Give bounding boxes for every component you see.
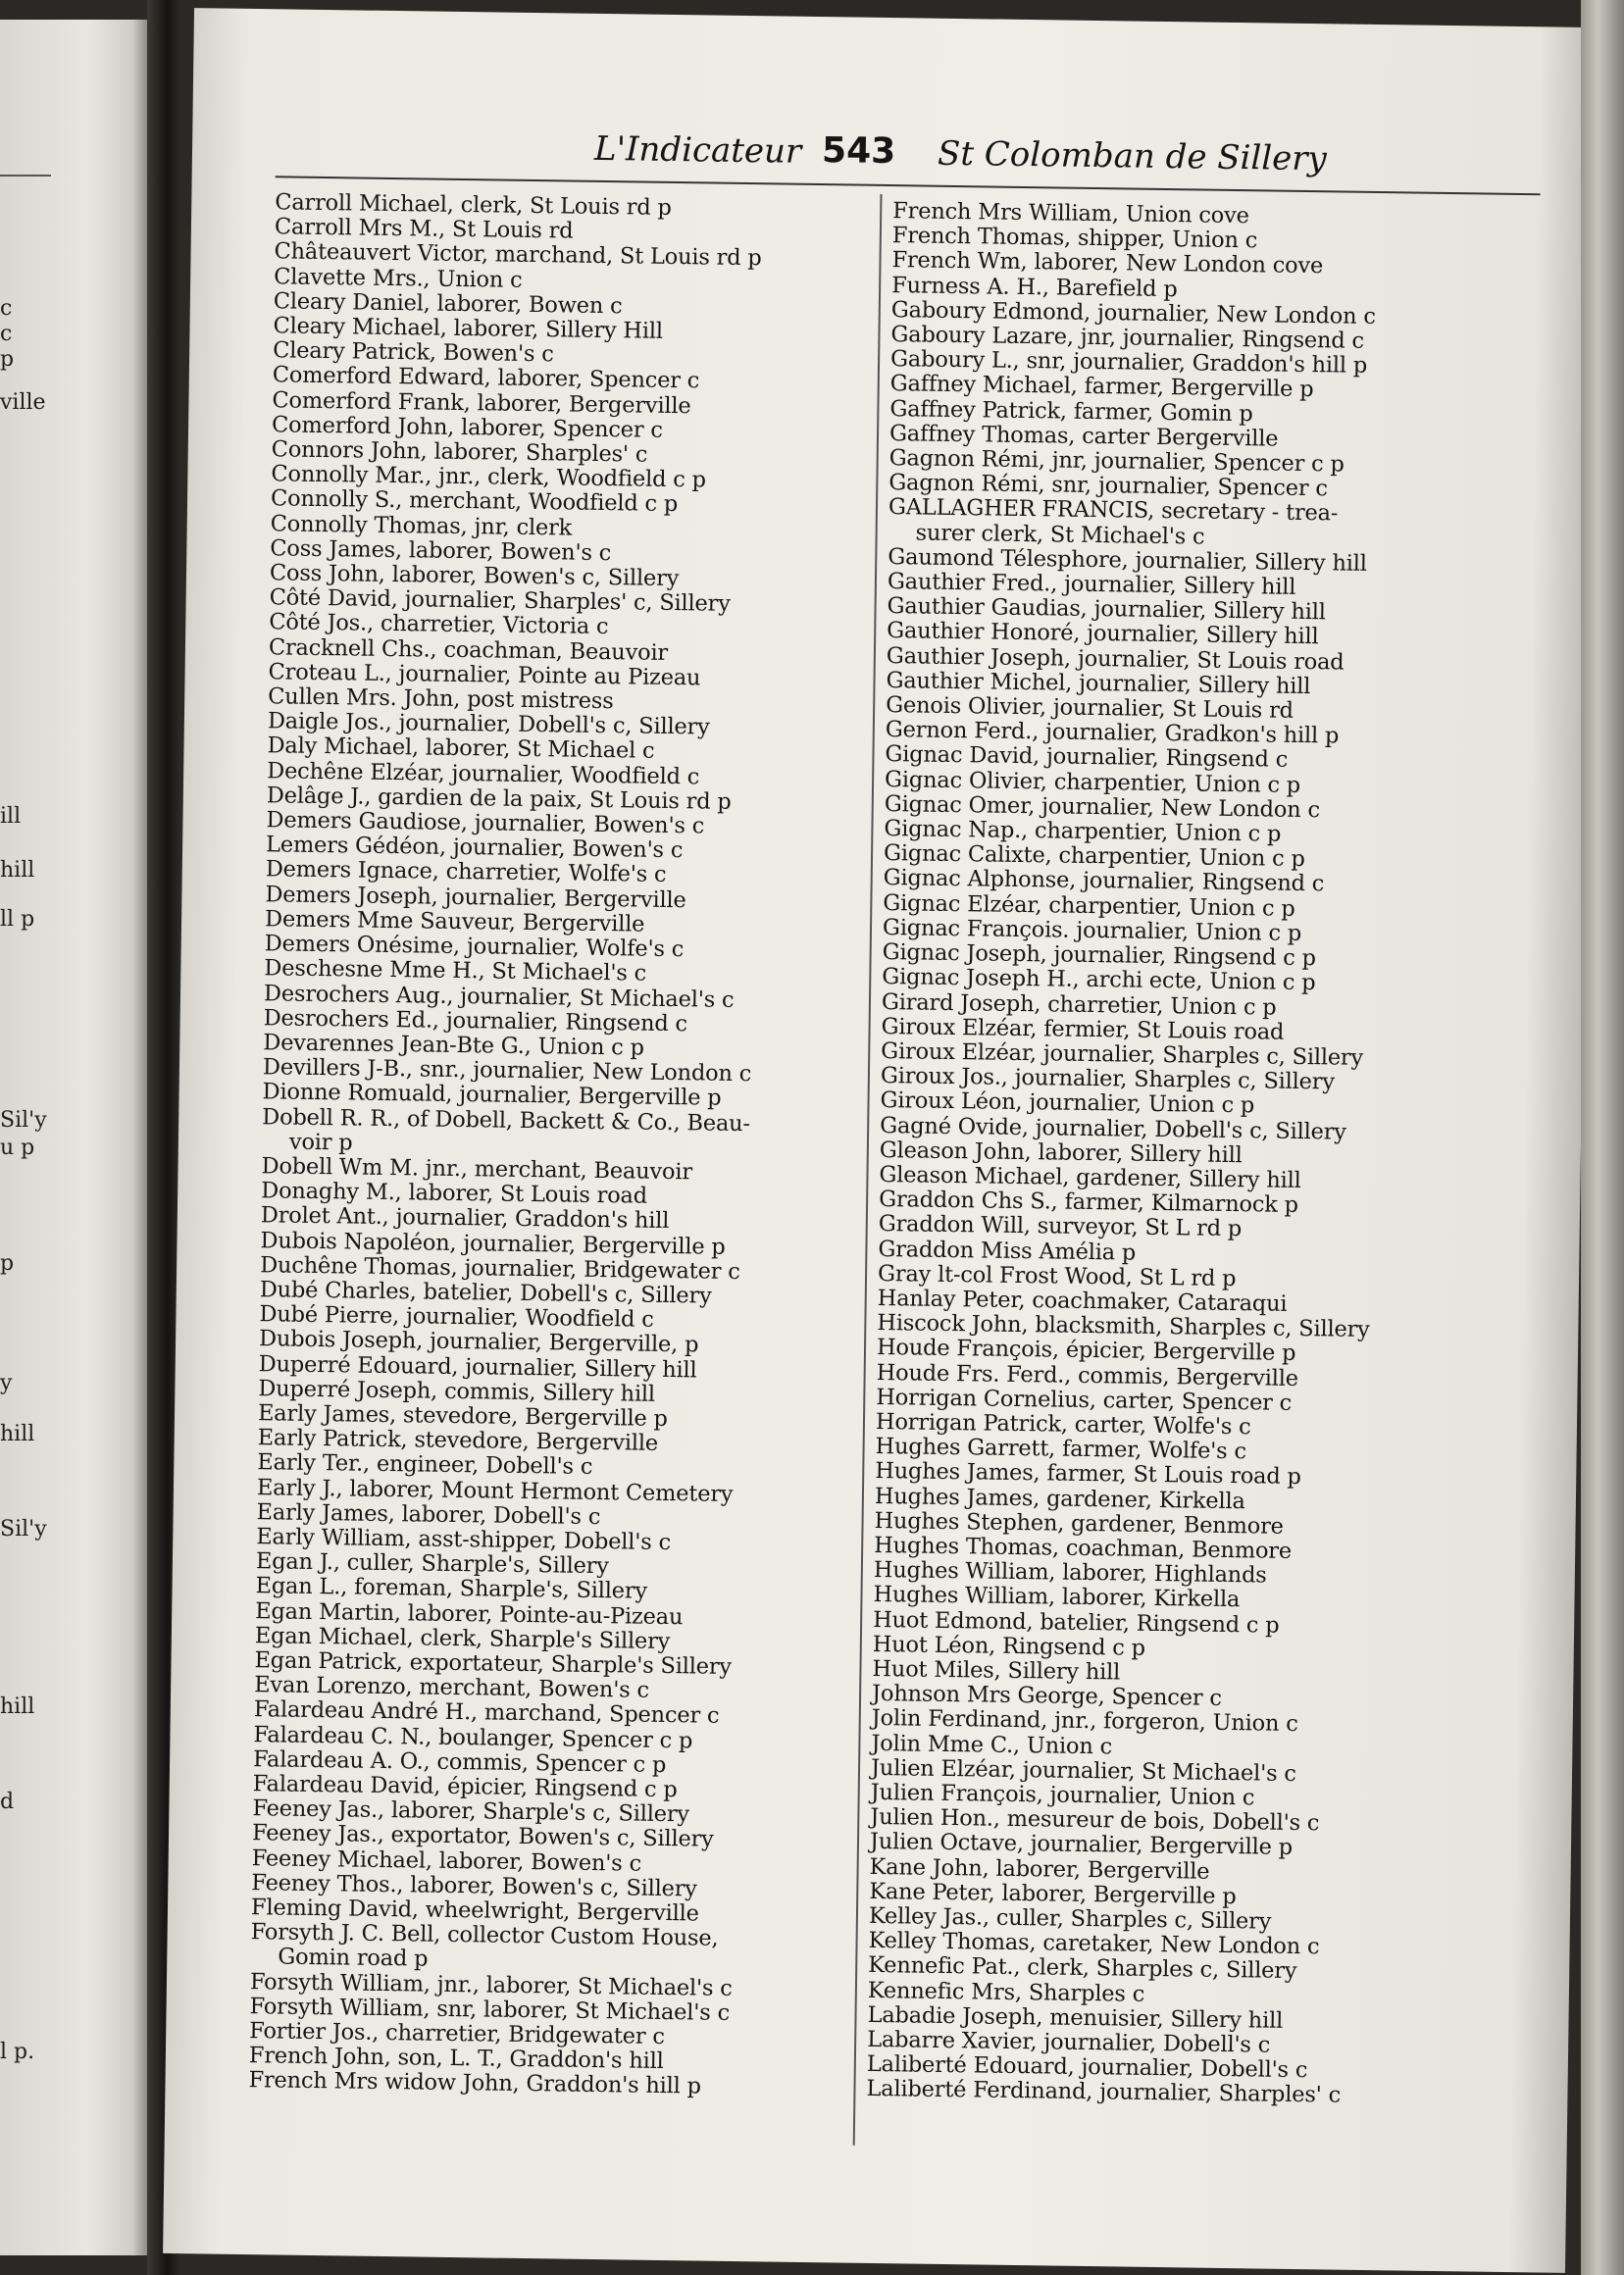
directory-entry: Hughes William, laborer, Kirkella bbox=[873, 1582, 1241, 1613]
directory-entry: French Mrs widow John, Graddon's hill p bbox=[248, 2067, 701, 2099]
directory-entry: Lemers Gédéon, journalier, Bowen's c bbox=[265, 832, 684, 864]
directory-entry: Cracknell Chs., coachman, Beauvoir bbox=[268, 633, 669, 666]
directory-entry: Cleary Daniel, laborer, Bowen c bbox=[273, 288, 623, 320]
facing-page-fragment: y bbox=[0, 1371, 13, 1395]
directory-entry: Evan Lorenzo, merchant, Bowen's c bbox=[254, 1672, 650, 1703]
directory-entry: Giroux Elzéar, fermier, St Louis road bbox=[881, 1013, 1285, 1045]
publication-title: L'Indicateur bbox=[593, 128, 802, 172]
running-head bbox=[594, 124, 1507, 195]
directory-entry: Early J., laborer, Mount Hermont Cemetery bbox=[256, 1474, 734, 1507]
directory-entry: Gignac Elzéar, charpentier, Union c p bbox=[883, 889, 1295, 922]
directory-entry: French Wm, laborer, New London cove bbox=[891, 247, 1324, 279]
page-number: 543 bbox=[821, 130, 896, 173]
directory-entry: Gignac Joseph H., archi ecte, Union c p bbox=[882, 964, 1316, 996]
directory-entry: Gaffney Michael, farmer, Bergerville p bbox=[889, 371, 1314, 403]
directory-entry: Connors John, laborer, Sharples' c bbox=[271, 436, 648, 468]
directory-entry: Châteauvert Victor, marchand, St Louis rd p bbox=[274, 238, 762, 272]
directory-entry: Coss John, laborer, Bowen's c, Sillery bbox=[269, 560, 680, 592]
facing-page-fragment: c bbox=[0, 296, 13, 321]
directory-entry: Gignac Joseph, journalier, Ringsend c p bbox=[882, 939, 1316, 972]
directory-entry: Hughes James, gardener, Kirkella bbox=[874, 1483, 1245, 1514]
directory-entry: Connolly S., merchant, Woodfield c p bbox=[270, 485, 679, 518]
facing-page-fragment: ville bbox=[0, 390, 46, 415]
directory-entry: Hanlay Peter, coachmaker, Cataraqui bbox=[877, 1285, 1288, 1317]
directory-entry: Huot Léon, Ringsend c p bbox=[872, 1631, 1145, 1661]
directory-entry: Daigle Jos., journalier, Dobell's c, Sillery bbox=[267, 708, 710, 740]
directory-entry: Gagné Ovide, journalier, Dobell's c, Sillery bbox=[880, 1112, 1346, 1145]
directory-entry: Huot Edmond, batelier, Ringsend c p bbox=[872, 1606, 1280, 1639]
directory-entry: Egan Michael, clerk, Sharple's Sillery bbox=[254, 1622, 671, 1654]
section-title: St Colomban de Sillery bbox=[937, 133, 1328, 179]
facing-page-fragment: Sil'y bbox=[0, 1108, 47, 1133]
directory-entry: Jolin Ferdinand, jnr., forgeron, Union c bbox=[871, 1705, 1298, 1738]
directory-entry: Côté Jos., charretier, Victoria c bbox=[269, 609, 609, 640]
directory-entry: Carroll Mrs M., St Louis rd bbox=[274, 214, 574, 244]
left-column bbox=[248, 190, 941, 2102]
directory-entry: Kelley Thomas, caretaker, New London c bbox=[868, 1928, 1320, 1960]
directory-entry: Dubois Joseph, journalier, Bergerville, p bbox=[258, 1326, 699, 1358]
directory-entry: Early William, asst-shipper, Dobell's c bbox=[256, 1524, 672, 1556]
directory-entry: Cleary Patrick, Bowen's c bbox=[273, 337, 554, 368]
directory-entry: Early Ter., engineer, Dobell's c bbox=[257, 1449, 593, 1481]
directory-entry: Gignac Nap., charpentier, Union c p bbox=[884, 816, 1282, 847]
directory-entry: Drolet Ant., journalier, Graddon's hill bbox=[260, 1202, 670, 1235]
directory-entry: Jolin Mme C., Union c bbox=[871, 1730, 1113, 1759]
directory-entry: Gauthier Michel, journalier, Sillery hill bbox=[886, 667, 1311, 699]
directory-entry: Horrigan Patrick, carter, Wolfe's c bbox=[875, 1408, 1251, 1441]
directory-entry: Gignac Olivier, charpentier, Union c p bbox=[884, 766, 1301, 798]
directory-entry: Gaffney Patrick, farmer, Gomin p bbox=[889, 395, 1253, 427]
directory-entry: Gignac Omer, journalier, New London c bbox=[884, 790, 1321, 824]
directory-entry: voir p bbox=[288, 1129, 353, 1156]
directory-entry: Labadie Joseph, menuisier, Sillery hill bbox=[867, 2001, 1284, 2034]
directory-entry: Dubé Pierre, journalier, Woodfield c bbox=[259, 1301, 654, 1333]
directory-entry: surer clerk, St Michael's c bbox=[915, 520, 1205, 550]
directory-entry: Giroux Léon, journalier, Union c p bbox=[880, 1087, 1255, 1119]
directory-entry: Feeney Jas., exportator, Bowen's c, Sillery bbox=[251, 1820, 714, 1853]
facing-page-fragment: ill bbox=[0, 804, 22, 829]
directory-entry: Gauthier Gaudias, journalier, Sillery hill bbox=[887, 593, 1326, 626]
facing-page-fragment: ll p bbox=[0, 907, 35, 932]
directory-entry: Forsyth J. C. Bell, collector Custom House, bbox=[250, 1919, 719, 1951]
directory-entry: Dobell R. R., of Dobell, Backett & Co., Beau- bbox=[262, 1103, 751, 1137]
directory-entry: Hughes Thomas, coachman, Benmore bbox=[874, 1532, 1293, 1564]
directory-entry: Giroux Elzéar, journalier, Sharples c, Sillery bbox=[881, 1037, 1364, 1071]
directory-entry: French Mrs William, Union cove bbox=[892, 198, 1249, 229]
directory-entry: Daly Michael, laborer, St Michael c bbox=[267, 733, 655, 765]
directory-entry: Gignac David, journalier, Ringsend c bbox=[885, 741, 1289, 774]
directory-entry: Gagnon Rémi, jnr, journalier, Spencer c p bbox=[888, 445, 1345, 478]
directory-entry: Delâge J., gardien de la paix, St Louis rd p bbox=[266, 783, 732, 815]
directory-entry: Demers Onésime, journalier, Wolfe's c bbox=[264, 931, 685, 963]
directory-entry: Fortier Jos., charretier, Bridgewater c bbox=[249, 2018, 665, 2050]
directory-entry: Comerford John, laborer, Spencer c bbox=[271, 412, 663, 443]
directory-entry: Kelley Jas., culler, Sharples c, Sillery bbox=[868, 1902, 1272, 1935]
directory-entry: Gauthier Honoré, journalier, Sillery hill bbox=[887, 618, 1319, 650]
directory-entry: Hughes Garrett, farmer, Wolfe's c bbox=[875, 1434, 1247, 1465]
directory-entry: Duperré Joseph, commis, Sillery hill bbox=[258, 1375, 656, 1407]
directory-entry: Falardeau André H., marchand, Spencer c bbox=[253, 1696, 720, 1730]
directory-entry: Gaboury Edmond, journalier, New London c bbox=[890, 296, 1376, 329]
directory-entry: Comerford Edward, laborer, Spencer c bbox=[272, 362, 700, 394]
directory-entry: Demers Gaudiose, journalier, Bowen's c bbox=[266, 807, 705, 839]
directory-entry: Egan Patrick, exportateur, Sharple's Sillery bbox=[254, 1647, 733, 1680]
right-column bbox=[866, 199, 1540, 2111]
directory-entry: Gauthier Joseph, journalier, St Louis road bbox=[886, 642, 1345, 676]
facing-page-fragment: u p bbox=[0, 1136, 35, 1160]
directory-entry: Forsyth William, jnr., laborer, St Michael's c bbox=[249, 1968, 733, 2001]
directory-entry: Huot Miles, Sillery hill bbox=[872, 1655, 1121, 1686]
directory-entry: Dionne Romuald, journalier, Bergerville p bbox=[262, 1079, 722, 1112]
directory-page bbox=[163, 8, 1597, 2273]
directory-entry: Gaffney Thomas, carter Bergerville bbox=[888, 420, 1279, 452]
directory-entry: Dubé Charles, batelier, Dobell's c, Sillery bbox=[259, 1277, 712, 1309]
directory-entry: Graddon Will, surveyor, St L rd p bbox=[878, 1211, 1243, 1242]
directory-entry: Labarre Xavier, journalier, Dobell's c bbox=[867, 2026, 1271, 2058]
directory-entry: Girard Joseph, charretier, Union c p bbox=[881, 988, 1277, 1021]
directory-entry: Demers Mme Sauveur, Bergerville bbox=[264, 906, 645, 937]
directory-entry: Connolly Mar., jnr., clerk, Woodfield c p bbox=[271, 461, 706, 493]
directory-entry: Egan Martin, laborer, Pointe-au-Pizeau bbox=[255, 1597, 684, 1630]
facing-page-edge bbox=[0, 20, 147, 2255]
directory-entry: Furness A. H., Barefield p bbox=[890, 272, 1178, 302]
directory-entry: Duchêne Thomas, journalier, Bridgewater c bbox=[259, 1251, 740, 1285]
directory-entry: Comerford Frank, laborer, Bergerville bbox=[272, 386, 691, 419]
directory-entry: Falardeau A. O., commis, Spencer c p bbox=[252, 1745, 667, 1778]
directory-entry: Early James, stevedore, Bergerville p bbox=[257, 1400, 668, 1432]
directory-entry: Giroux Jos., journalier, Sharples c, Sillery bbox=[880, 1063, 1335, 1095]
directory-entry: Gaboury L., snr, journalier, Graddon's hill p bbox=[889, 346, 1368, 379]
directory-entry: Feeney Jas., laborer, Sharple's c, Sillery bbox=[252, 1795, 690, 1828]
directory-entry: Houde Frs. Ferd., commis, Bergerville bbox=[876, 1359, 1299, 1391]
directory-entry: GALLAGHER FRANCIS, secretary - trea- bbox=[888, 494, 1339, 527]
facing-page-fragment: c bbox=[0, 322, 13, 346]
directory-entry: Croteau L., journalier, Pointe au Pizeau bbox=[268, 659, 701, 691]
facing-page-fragment: hill bbox=[0, 1422, 35, 1446]
directory-entry: Hiscock John, blacksmith, Sharples c, Sillery bbox=[877, 1310, 1370, 1343]
directory-entry: Hughes James, farmer, St Louis road p bbox=[875, 1458, 1301, 1491]
directory-entry: Desrochers Ed., journalier, Ringsend c bbox=[263, 1004, 688, 1036]
directory-entry: Gignac François. journalier, Union c p bbox=[882, 914, 1302, 946]
directory-entry: Kennefic Mrs, Sharples c bbox=[867, 1977, 1145, 2007]
directory-entry: Dubois Napoléon, journalier, Bergerville p bbox=[260, 1227, 726, 1260]
facing-page-fragment: d bbox=[0, 1790, 15, 1814]
directory-entry: Horrigan Cornelius, carter, Spencer c bbox=[876, 1384, 1293, 1416]
directory-entry: Cleary Michael, laborer, Sillery Hill bbox=[273, 313, 663, 344]
directory-entry: Kane John, laborer, Bergerville bbox=[869, 1853, 1210, 1885]
facing-page-fragment: Sil'y bbox=[0, 1517, 47, 1542]
directory-entry: Hughes William, laborer, Highlands bbox=[873, 1557, 1267, 1589]
directory-entry: Graddon Chs S., farmer, Kilmarnock p bbox=[878, 1187, 1298, 1219]
directory-entry: Feeney Thos., laborer, Bowen's c, Sillery bbox=[251, 1869, 697, 1902]
directory-entry: French John, son, L. T., Graddon's hill bbox=[248, 2043, 664, 2075]
directory-entry: Julien François, journalier, Union c bbox=[870, 1779, 1255, 1811]
directory-entry: Côté David, journalier, Sharples' c, Sillery bbox=[269, 584, 731, 618]
directory-entry: Falardeau C. N., boulanger, Spencer c p bbox=[253, 1721, 693, 1753]
directory-entry: Graddon Miss Amélia p bbox=[878, 1236, 1137, 1266]
directory-entry: Cullen Mrs. John, post mistress bbox=[268, 683, 614, 715]
directory-entry: Dobell Wm M. jnr., merchant, Beauvoir bbox=[261, 1153, 693, 1186]
directory-entry: Egan L., foreman, Sharple's, Sillery bbox=[255, 1573, 648, 1605]
directory-entry: Gaboury Lazare, jnr, journalier, Ringsend c bbox=[890, 322, 1365, 354]
directory-entry: Feeney Michael, laborer, Bowen's c bbox=[251, 1845, 642, 1877]
facing-page-fragment: p bbox=[0, 347, 15, 372]
directory-entry: Julien Hon., mesureur de bois, Dobell's c bbox=[870, 1804, 1320, 1837]
directory-entry: Gignac Calixte, charpentier, Union c p bbox=[883, 840, 1305, 873]
directory-entry: Laliberté Edouard, journalier, Dobell's c bbox=[866, 2051, 1308, 2084]
directory-entry: Connolly Thomas, jnr, clerk bbox=[270, 510, 573, 541]
directory-entry: Kennefic Pat., clerk, Sharples c, Sillery bbox=[868, 1952, 1297, 1985]
facing-page-fragment: l p. bbox=[0, 2040, 35, 2064]
directory-entry: Gleason John, laborer, Sillery hill bbox=[879, 1137, 1243, 1168]
facing-page-fragment: p bbox=[0, 1251, 15, 1276]
directory-entry: Gaumond Télesphore, journalier, Sillery hill bbox=[888, 543, 1367, 577]
directory-entry: Gauthier Fred., journalier, Sillery hill bbox=[887, 569, 1296, 600]
directory-entry: Kane Peter, laborer, Bergerville p bbox=[869, 1878, 1237, 1909]
directory-entry: Gagnon Rémi, snr, journalier, Spencer c bbox=[888, 470, 1328, 502]
directory-entry: French Thomas, shipper, Union c bbox=[891, 223, 1258, 254]
facing-page-fragment: hill bbox=[0, 858, 35, 883]
directory-entry: Gernon Ferd., journalier, Gradkon's hill p bbox=[885, 717, 1340, 749]
facing-page-fragment: hill bbox=[0, 1694, 35, 1719]
directory-entry: Laliberté Ferdinand, journalier, Sharples' c bbox=[866, 2076, 1342, 2109]
directory-entry: Johnson Mrs George, Spencer c bbox=[871, 1681, 1222, 1712]
directory-entry: Gray lt-col Frost Wood, St L rd p bbox=[877, 1260, 1237, 1291]
directory-entry: Julien Elzéar, journalier, St Michael's c bbox=[870, 1754, 1296, 1787]
directory-entry: Duperré Edouard, journalier, Sillery hill bbox=[258, 1350, 697, 1383]
directory-entry: Gomin road p bbox=[278, 1944, 429, 1973]
directory-entry: Demers Ignace, charretier, Wolfe's c bbox=[265, 856, 667, 888]
directory-entry: Julien Octave, journalier, Bergerville p bbox=[869, 1829, 1294, 1861]
directory-entry: Demers Joseph, journalier, Bergerville bbox=[265, 881, 686, 913]
directory-entry: Dechêne Elzéar, journalier, Woodfield c bbox=[267, 757, 700, 790]
directory-entry: Early James, laborer, Dobell's c bbox=[256, 1498, 601, 1530]
directory-entry: Hughes Stephen, gardener, Benmore bbox=[874, 1507, 1284, 1540]
facing-page-rule bbox=[0, 175, 51, 177]
directory-entry: Donaghy M., laborer, St Louis road bbox=[261, 1178, 648, 1209]
directory-entry: Genois Olivier, journalier, St Louis rd bbox=[886, 692, 1294, 724]
directory-entry: Coss James, laborer, Bowen's c bbox=[270, 535, 612, 566]
directory-entry: Gignac Alphonse, journalier, Ringsend c bbox=[883, 865, 1325, 897]
page-stack-edge bbox=[1581, 0, 1624, 2275]
directory-entry: Early Patrick, stevedore, Bergerville bbox=[257, 1425, 659, 1457]
directory-entry: Egan J., culler, Sharple's, Sillery bbox=[255, 1548, 609, 1580]
directory-entry: Devillers J-B., snr., journalier, New London c bbox=[262, 1054, 752, 1087]
directory-entry: Fleming David, wheelwright, Bergerville bbox=[250, 1895, 699, 1927]
directory-entry: Forsyth William, snr, laborer, St Michael's c bbox=[249, 1993, 731, 2026]
directory-entry: Carroll Michael, clerk, St Louis rd p bbox=[275, 189, 672, 221]
directory-entry: Houde François, épicier, Bergerville p bbox=[876, 1335, 1296, 1367]
directory-entry: Falardeau David, épicier, Ringsend c p bbox=[252, 1771, 678, 1803]
directory-entry: Deschesne Mme H., St Michael's c bbox=[264, 955, 647, 986]
directory-entry: Desrochers Aug., journalier, St Michael's c bbox=[263, 980, 735, 1013]
directory-entry: Clavette Mrs., Union c bbox=[274, 263, 523, 293]
directory-entry: Devarennes Jean-Bte G., Union c p bbox=[263, 1030, 644, 1061]
directory-entry: Gleason Michael, gardener, Sillery hill bbox=[879, 1161, 1301, 1193]
